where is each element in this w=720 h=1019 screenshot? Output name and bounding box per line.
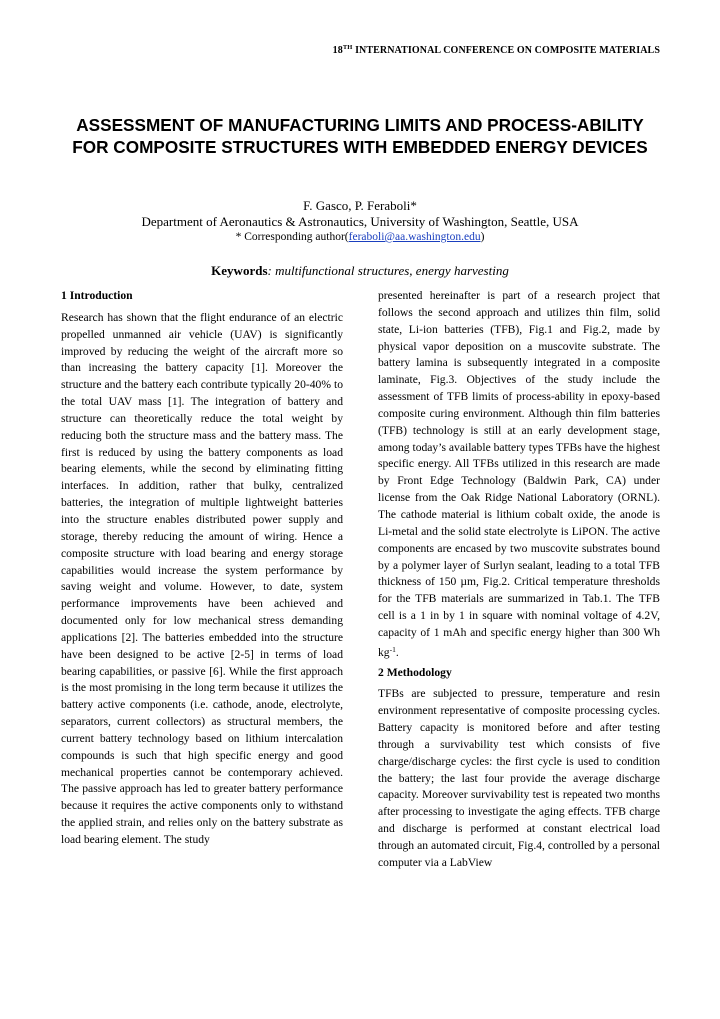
keywords-line: [0, 262, 720, 279]
corresponding-suffix: ): [480, 231, 485, 243]
paper-title: ASSESSMENT OF MANUFACTURING LIMITS AND PROCESS-ABILITY FOR COMPOSITE STRUCTURES WITH EMBEDDED ENERGY DEVICES: [72, 115, 648, 157]
conference-ordinal: 18: [332, 45, 343, 56]
corresponding-author: [0, 230, 720, 245]
corresponding-prefix: * Corresponding author(: [235, 231, 349, 243]
left-column: [61, 288, 343, 849]
methodology-heading: 2 Methodology: [378, 665, 452, 679]
conference-ordinal-suffix: TH: [342, 44, 353, 51]
author-affiliation: Department of Aeronautics & Astronautics, University of Washington, Seattle, USA: [141, 214, 579, 229]
keywords-text: : multifunctional structures, energy harvesting: [267, 263, 509, 278]
unit-exponent: -1: [389, 644, 396, 654]
paper-authors: F. Gasco, P. Feraboli*: [303, 198, 417, 213]
keywords-label: Keywords: [211, 263, 268, 278]
right-column: [378, 288, 660, 872]
conference-name: INTERNATIONAL CONFERENCE ON COMPOSITE MATERIALS: [355, 45, 660, 56]
running-header: [0, 44, 660, 56]
introduction-paragraph: Research has shown that the flight endurance of an electric propelled unmanned air vehicle (UAV) is significantly improved by reducing the weight of the aircraft more so than increasing the battery capacity [1]. Moreover the structure and the battery each contribute typically 20-40% to the total UAV mass [1]. The integration of battery and structure can theoretically reduce the total weight by reducing both the structure mass and the battery mass. The first is reduced by using the battery components as load bearing elements, while the second by eliminating fitting interfaces. In addition, rather that bulky, centralized batteries, the integration of multiple lightweight batteries into the structure enables distributed power supply and storage, thereby reducing the amount of wiring. Hence a composite structure with load bearing and energy storage capabilities would increase the system performance by saving weight and volume. However, to date, system performance improvements have been achieved and documented only for low mechanical stress demanding applications [2]. The batteries embedded into the structure have been designed to be active [2-5] in terms of load bearing capabilities, or passive [6]. While the first approach is the most promising in the long term because it utilizes the battery active components (i.e. cathode, anode, electrolyte, separators, current collectors) as structural members, the current battery technology based on lithium intercalation compounds is such that high specific energy and good mechanical properties cannot be contemporary achieved. The passive approach has led to greater battery performance because it requires the active components only to withstand the applied strain, and relies only on the battery substrate as load bearing element. The study: [61, 310, 343, 846]
methodology-paragraph: TFBs are subjected to pressure, temperature and resin environment representative of composite processing cycles. Battery capacity is monitored before and after testing through a survivability test which consists of five charge/discharge cycles: the first cycle is used to condition the battery; the last four provide the average discharge capacity. Moreover survivability test is repeated two months after processing to investigate the aging effects. TFB charge and discharge is performed at constant electrical load through an automated circuit, Fig.4, controlled by a personal computer via a LabView: [378, 687, 660, 869]
corresponding-email-link[interactable]: feraboli@aa.washington.edu: [348, 231, 481, 243]
introduction-heading: 1 Introduction: [61, 289, 133, 302]
introduction-continuation-text: presented hereinafter is part of a research project that follows the second approach and utilizes thin film, solid state, Li-ion batteries (TFB), Fig.1 and Fig.2, made by physical vapor deposition on a muscovite substrate. The battery lamina is subsequently integrated in a composite laminate, Fig.3. Objectives of the study include the assessment of TFB limits of process-ability in epoxy-based composite curing environment. Although thin film batteries (TFB) technology is still at an early development stage, among today’s available battery types TFBs have the highest specific energy. All TFBs utilized in this research are made by Front Edge Technology (Baldwin Park, CA) under license from the Oak Ridge National Laboratory (ORNL). The cathode material is lithium cobalt oxide, the anode is Li-metal and the solid state electrolyte is LiPON. The active components are encased by two muscovite substrates bound by a polymer layer of Surlyn sealant, leading to a total TFB thickness of 150 µm, Fig.2. Critical temperature thresholds for the TFB materials are summarized in Tab.1. The TFB cell is a 1 in by 1 in square with nominal voltage of 4.2V, capacity of 1 mAh and specific energy higher than 300 Wh kg: [378, 289, 660, 659]
introduction-continuation-end: .: [395, 645, 399, 659]
introduction-continuation: [378, 288, 660, 662]
